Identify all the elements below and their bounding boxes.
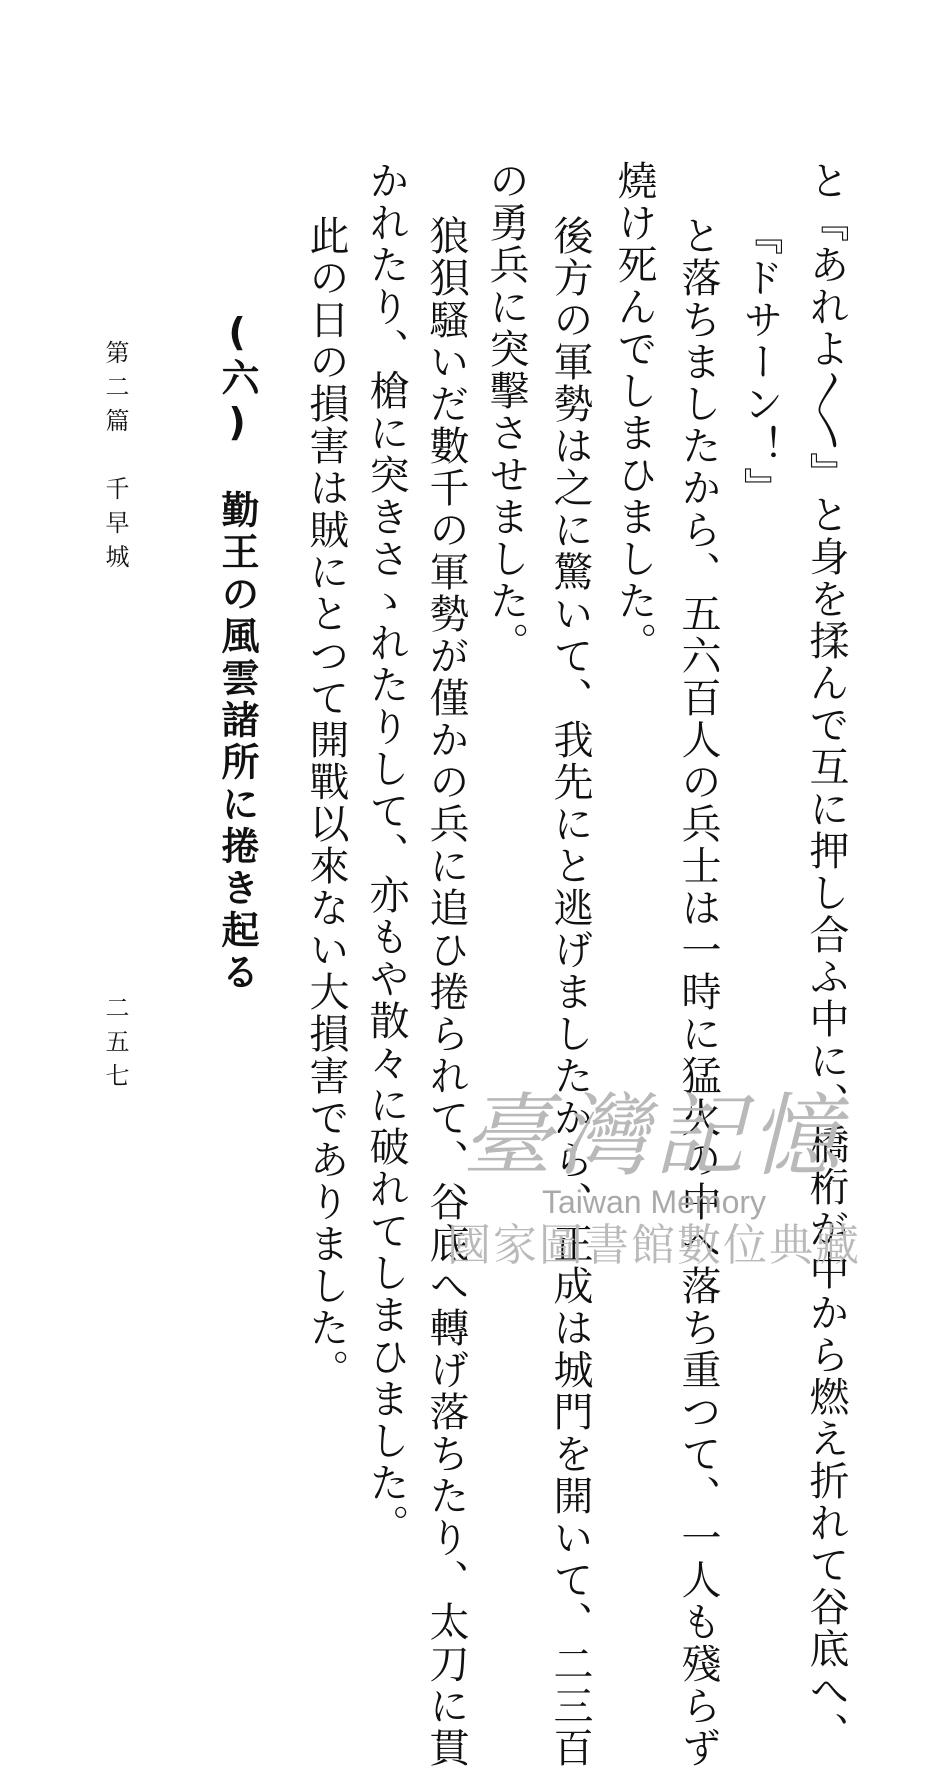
text-column-2: 『ドサーン！』 bbox=[737, 215, 783, 509]
running-head: 第二篇 千早城 bbox=[101, 340, 129, 578]
text-column-8: かれたり、槍に突きさゝれたりして、亦もや散々に破れてしまひました。 bbox=[363, 160, 409, 1546]
text-column-5: 後方の軍勢は之に驚いて、我先にと逃げましたから、正成は城門を開いて、二三百 bbox=[547, 215, 593, 1769]
watermark-english: Taiwan Memory bbox=[541, 1183, 767, 1220]
text-column-9: 此の日の損害は賊にとつて開戰以來ない大損害でありました。 bbox=[303, 215, 349, 1391]
text-column-6: の勇兵に突擊させました。 bbox=[483, 160, 529, 664]
watermark bbox=[434, 1084, 874, 1330]
watermark-org: 國家圖書館數位典藏 bbox=[447, 1219, 861, 1271]
text-column-7: 狼狽騷いだ數千の軍勢が僅かの兵に追ひ捲られて、谷底へ轉げ落ちたり、太刀に貫 bbox=[423, 215, 469, 1769]
text-column-1: と『あれよ〳〵』と身を揉んで互に押し合ふ中に、橋桁が中から燃え折れて谷底へ、 bbox=[803, 160, 849, 1754]
watermark-title: 臺灣記憶 bbox=[462, 1084, 846, 1189]
page-number: 二五七 bbox=[101, 995, 129, 1097]
text-column-4: 燒け死んでしまひました。 bbox=[611, 160, 657, 664]
section-heading: (六) 勤王の風雲諸所に捲き起る bbox=[215, 310, 259, 994]
text-column-3: と落ちましたから、五六百人の兵士は一時に猛火の中へ落ち重つて、一人も殘らず bbox=[675, 215, 721, 1769]
